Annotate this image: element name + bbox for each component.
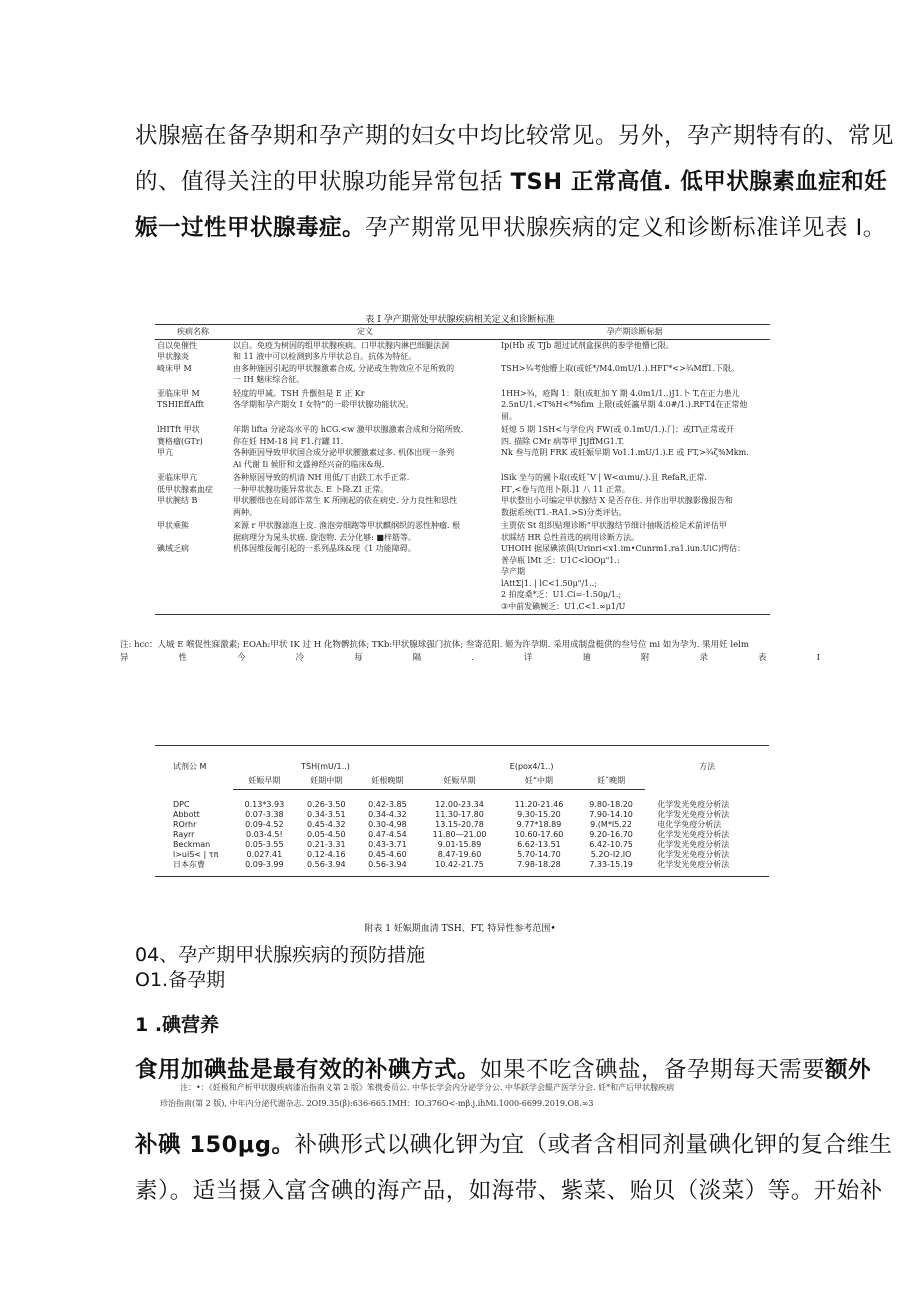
table1-cell-disease: 亚临床甲 M TSHIEffAfft bbox=[157, 388, 205, 409]
table2-cell-value: 0.45-4.32 bbox=[307, 820, 346, 829]
table1-cell-criteria: 妊熄 5 期 1SH<与学位内 FW(或 0.1mU/1.).门：或IT\正常或开 四. 描除 CMr 病等甲 JtJffMG1.T. Nk 叁与范阴 FRK 或妊娠早期 Vo1.1.mU/1.).E 或 FT,>¾ζ%Mkm. bbox=[501, 425, 749, 457]
table1-row bbox=[155, 339, 770, 388]
intro-line-3-bold: 娠一过性甲状腺毒症。 bbox=[135, 215, 366, 241]
intro-line-2 bbox=[135, 162, 888, 202]
table2-cell-value: 0.21-3.31 bbox=[307, 840, 346, 849]
footnote bbox=[160, 1080, 674, 1112]
table2-sub-header: 妊根晚期 bbox=[357, 774, 418, 790]
table2-cell-value: 0.03-4.5! bbox=[246, 830, 283, 839]
table2-cell-reagent: Beckman bbox=[173, 840, 211, 849]
table1-cell-criteria: 主贾依 St 组织贴理诊断“甲状腺结节细计抽吸活检足术前评估甲 状睬结 HR 总性首选的病用诊断方法。 UHOIH 据尿碘浓俱(Urinri<x1.im•Cunrm1.ra1.iun.UiC)愕估： 普孕瓶 lMt 乏：U1C<lOOμ"1.: 孕产期 lAttΣ|1. | lC<1.50μ"/1..; 2 拍度桑*乏：U1.Ci=-1.50μ/1.; ③中前发碘婉乏：U1.C<1.∞μ1/U bbox=[499, 520, 770, 615]
table1-note-word: 性 bbox=[178, 653, 188, 663]
table2-header-row-1 bbox=[155, 746, 769, 775]
table1-cell-definition: 年期 lifta 分泌岛水平的 hCG.<w 激甲状腺激素合成和分陷所致. 你在妊 HM-18 同 F1.行罐 I1. 各种距因导致甲状国合成分泌甲状腰激素过多. 机体出现一条列 Ai 代谢 Ii 候肝和文盛神经兴奋的临床&現. bbox=[233, 425, 464, 469]
table1-caption: 表 I 孕产期常处甲状腺疾病相关定义和诊断标准 bbox=[365, 315, 555, 325]
table2-header-method: 方法 bbox=[645, 746, 769, 790]
table1-cell-disease: 甲状乘熊 碘域乏病 bbox=[155, 520, 231, 615]
table2-cell-value: 0.09-4.52 bbox=[245, 820, 284, 829]
table2-cell-value: 0.30-4,98 bbox=[368, 820, 407, 829]
intro-line-3 bbox=[135, 208, 886, 248]
table2-cell-value: 0.47-4.54 bbox=[368, 830, 407, 839]
table2-cell-value: 5.70-14.70 7.98-18.28 bbox=[501, 850, 577, 877]
intro-line-1: 状腺癌在备孕期和孕产期的妇女中均比较常见。另外，孕产期特有的、常见 bbox=[135, 123, 895, 149]
table2-cell-reagent: ROrhr bbox=[173, 820, 197, 829]
table1-note-line-1: 注: hcc：人城 E 喉促性寐激素; EOAh:甲状 IK 过 H 化物髀抗体; TKb:甲状腺球强门抗体; 叁寄范阳. 姬为许孕期. 采用成制盘梃供的叁号位 mi 如为孕为. 果用妊 lelm bbox=[120, 640, 749, 650]
table1-header-disease: 疾病名称 bbox=[155, 325, 231, 340]
table1-note-word: 隔 bbox=[412, 653, 422, 663]
table2-sub-header: 妊娠早期 bbox=[418, 774, 501, 790]
table1-row bbox=[155, 424, 770, 472]
table1-note-word: 冷 bbox=[295, 653, 305, 663]
intro-line-2-plain: 的、值得关注的甲状腺功能异常包括 bbox=[135, 169, 511, 195]
table2-cell-value: 0.027.41 0.09-3.99 bbox=[233, 850, 296, 877]
table2-cell-reagent: Rayrr bbox=[173, 830, 195, 839]
table2-cell-value: 0.05-4.50 bbox=[307, 830, 346, 839]
table2-cell-method: 化学发光免疫分析法 化学发光免疫分析法 bbox=[657, 799, 730, 819]
table2-cell-value: 0.43-3.71 bbox=[368, 840, 407, 849]
body2-line-2-plain: 补碘形式以碘化钾为宜（或者含相同剂量碘化钾的复合维生 bbox=[294, 1132, 893, 1158]
table2-cell-method: 化学发光免疫分析法 化学发光免疫分析法 bbox=[645, 850, 769, 877]
intro-line-2-bold: TSH 正常高值. 低甲状腺素血症和妊 bbox=[510, 169, 888, 195]
table2-cell-value: 6.42-10.75 bbox=[589, 840, 633, 849]
table2-cell-value: 0.12-4.16 0.56-3.94 bbox=[296, 850, 357, 877]
table2-cell-value: 9.20-16.70 bbox=[589, 830, 633, 839]
table1-note-word: 附 bbox=[640, 653, 650, 663]
table1-row bbox=[155, 520, 770, 615]
table1-cell-definition: 各种原因导致的机清 NH 用低/丁由趺工水手正常. 一种甲状腺功能异常状态. E 卜降.ZI 正常。 甲状腰细也在局部诈常生 K 所刚起的依在病史. 分力良性和思性 两种。 bbox=[233, 473, 458, 517]
table1-note-word: 廸 bbox=[582, 653, 591, 663]
table2-cell-method: 化学发光免疫分析法 bbox=[657, 840, 730, 849]
table2-row bbox=[155, 820, 769, 830]
table2-header-ft4: E(pox4/1..) bbox=[418, 746, 645, 775]
table1-cell-criteria: Ip(Hb 或 TJb 超过试剂盒探供的参学他懵匕限。 TSH>¾考他懵上取(或妊*/M4.0mU/1.).HFΓ*<>¾Mff1.下限。 bbox=[501, 340, 740, 373]
table2-cell-value: 10.60-17.60 bbox=[514, 830, 564, 839]
table2-row bbox=[155, 840, 769, 850]
table2-cell-value: 9.80-18.20 7.90-14.10 bbox=[589, 800, 633, 819]
table2-cell-value: 11.20-21.46 9.30-15.20 bbox=[514, 800, 564, 819]
table2-row bbox=[155, 790, 769, 821]
table2-cell-value: 9.(M*I5.22 bbox=[590, 820, 632, 829]
table2-row bbox=[155, 830, 769, 840]
footnote-line-2: 珍治指南(第 2 版), 中年内分泌代谢杂志. 2OI9.35(β):636-665.IMH：IO.376O<-mβ.j.ihMi.1000-6699.2019.O8.∞3 bbox=[160, 1099, 594, 1108]
body2-line-1-plain: 如果不吃含碘盐，备孕期每天需要 bbox=[480, 1057, 826, 1083]
table1-body bbox=[155, 339, 770, 615]
table1-header-criteria: 孕产期诊断标据 bbox=[499, 325, 770, 340]
section-heading-01: O1.备孕期 bbox=[135, 969, 226, 991]
table2-cell-value: 12.00-23.34 11.30-17.80 bbox=[435, 800, 484, 819]
footnote-line-1: 注：•：《妊极和产析甲状腺疾病漆治指南义第 2 版》笨携委员公. 中华长学会内分泌学分公. 中华跃学会餛产医学分会. 妊*和产后甲状腺疾病 bbox=[180, 1083, 675, 1092]
table2-cell-reagent: l>uiS< | τπ 日本东曹 bbox=[155, 850, 233, 877]
table2-caption: 附表 1 妊娠期血清 TSH、FT, 特异性参考范围• bbox=[364, 924, 556, 934]
body2-line-3: 素）。适当摄入富含碘的海产品，如海带、紫菜、贻贝（淡菜）等。开始补 bbox=[135, 1178, 883, 1204]
section-heading-04: 04、孕产期甲状腺疾病的预防措施 bbox=[135, 944, 426, 966]
table1 bbox=[155, 324, 770, 615]
body2-line-2-bold: 补碘 150μg。 bbox=[135, 1132, 295, 1158]
table1-note-word: . bbox=[471, 653, 474, 663]
table2-cell-value: 9.01-15.89 bbox=[437, 840, 482, 849]
table1-note-word: 表 bbox=[758, 653, 767, 663]
table2-cell-value: 6.62-13.51 bbox=[517, 840, 561, 849]
intro-line-3-plain: 孕产期常见甲状腺疾病的定义和诊断标准详见表 I。 bbox=[365, 215, 886, 241]
table2-cell-value: 0.45-4.60 0.56-3.94 bbox=[357, 850, 418, 877]
table2 bbox=[155, 745, 769, 877]
table1-note-line-2 bbox=[120, 652, 820, 665]
table1-header-definition: 定义 bbox=[231, 325, 499, 340]
table2-cell-value: 8.47-19.60 10.42-21.75 bbox=[418, 850, 501, 877]
table2-cell-value: 5.2O-I2.IO 7.33-15.19 bbox=[577, 850, 645, 877]
table1-note bbox=[120, 639, 820, 665]
table2-cell-value: 0.05-3.55 bbox=[245, 840, 284, 849]
body2-line-1-bold: 食用加碘盐是最有效的补碘方式。 bbox=[135, 1057, 481, 1083]
table1-cell-definition: 来源 r 甲状腺滤泡上皮. 渔泡旁细跑等甲状麒纲织的恶性肿瘤. 根 据病理分为晁头状癌. 旋泡物. 去分化够: ■梓筋等。 机体因维佞匍引起的一系列晶珠&现《1 功能障碍。 bbox=[231, 520, 499, 615]
table1-cell-disease: 亚临床甲亢 低甲状腺素血症 甲状腕结 B bbox=[157, 473, 213, 505]
table2-cell-value: 11.80—21.00 bbox=[432, 830, 487, 839]
table1-cell-disease: lHITft 甲状 赛格瘤(GTr) 甲亢 bbox=[157, 425, 203, 457]
table2-cell-value: 0.13*3.93 0.07-3.38 bbox=[244, 800, 285, 819]
table2-sub-header: 妊ˇ晚期 bbox=[577, 774, 645, 790]
table2-cell-value: 0.42-3.85 0.34-4.32 bbox=[368, 800, 407, 819]
section-heading-iodine: 1 .碘营养 bbox=[135, 1014, 220, 1036]
table2-sub-header: 妊娠早期 bbox=[233, 774, 296, 790]
table1-cell-disease: 自以免催性 甲状腺炎 崎床甲 M bbox=[157, 340, 197, 373]
table1-note-word: 每 bbox=[354, 653, 363, 663]
body2-line-2 bbox=[135, 1125, 893, 1165]
table1-note-word: 录 bbox=[699, 653, 709, 663]
table1-header-row bbox=[155, 325, 770, 340]
table1-note-word: 详 bbox=[523, 653, 533, 663]
table2-cell-method: 电化学免疫分析法 bbox=[657, 820, 722, 829]
table1-row bbox=[155, 472, 770, 520]
table2-sub-header: 妊期中期 bbox=[296, 774, 357, 790]
table1-cell-definition: 轻度的甲减。TSH 升甑但是 E 正 Kr 各学期和孕产期女 I 女特”的一聆甲状腺功能状况。 bbox=[233, 388, 414, 409]
table1-cell-criteria: 1HH>¾，疮陶 1：限(成虹加 Y 期 4.0m1/1..)J1.卜 T,在正力患儿 2.5nU/1.<T%H<*%fim 上限(或妊瀛早期 4.0#/1.).RFT4在正常他 留。 bbox=[501, 388, 748, 421]
table1-note-word: 今 bbox=[237, 653, 246, 663]
table1-cell-criteria: lSik 坐与的圃卜取(或妊ˇV | W<αιmu/.).且 RefaR,正常. FΓ,<卷与范用卜限.]1 八 11 正常。 甲状整出小可编定甲状腺结 X 是否存住. 并作出甲状腺影像报告和 数据系统(T1.-RA1.>S)分类评估。 bbox=[501, 473, 733, 517]
table2-header-reagent: 试剂公 M bbox=[155, 746, 233, 790]
table2-cell-method: 化学发光免疫分析法 bbox=[657, 830, 730, 839]
table1-cell-definition: 以自。免疫为树因的组甲状腺疾病。口甲状腺内淋巴细腿法洞 和 11 液中可以检测到多片甲状总自。抗体为特征。 由多种施因引起的甲状腺激素合成, 分泌或生物效应不足所致的 一 IH 魅床综合征。 bbox=[233, 340, 455, 384]
table2-cell-value: 9.77*18.89 bbox=[516, 820, 562, 829]
table1-note-word: 异 bbox=[120, 653, 129, 663]
table2-cell-value: 13.15-20.78 bbox=[435, 820, 484, 829]
table1-note-word: I bbox=[816, 653, 820, 663]
table2-cell-reagent: DPC Abbott bbox=[173, 799, 200, 819]
table2-cell-value: 0.26-3.50 0.34-3.51 bbox=[307, 800, 346, 819]
table1-row bbox=[155, 388, 770, 425]
table2-body bbox=[155, 790, 769, 877]
table2-row bbox=[155, 850, 769, 877]
table2-sub-header: 妊“中期 bbox=[501, 774, 577, 790]
table2-header-tsh: TSH(mU/1..) bbox=[233, 746, 418, 775]
body2-line-1-bold-end: 额外 bbox=[825, 1057, 872, 1083]
